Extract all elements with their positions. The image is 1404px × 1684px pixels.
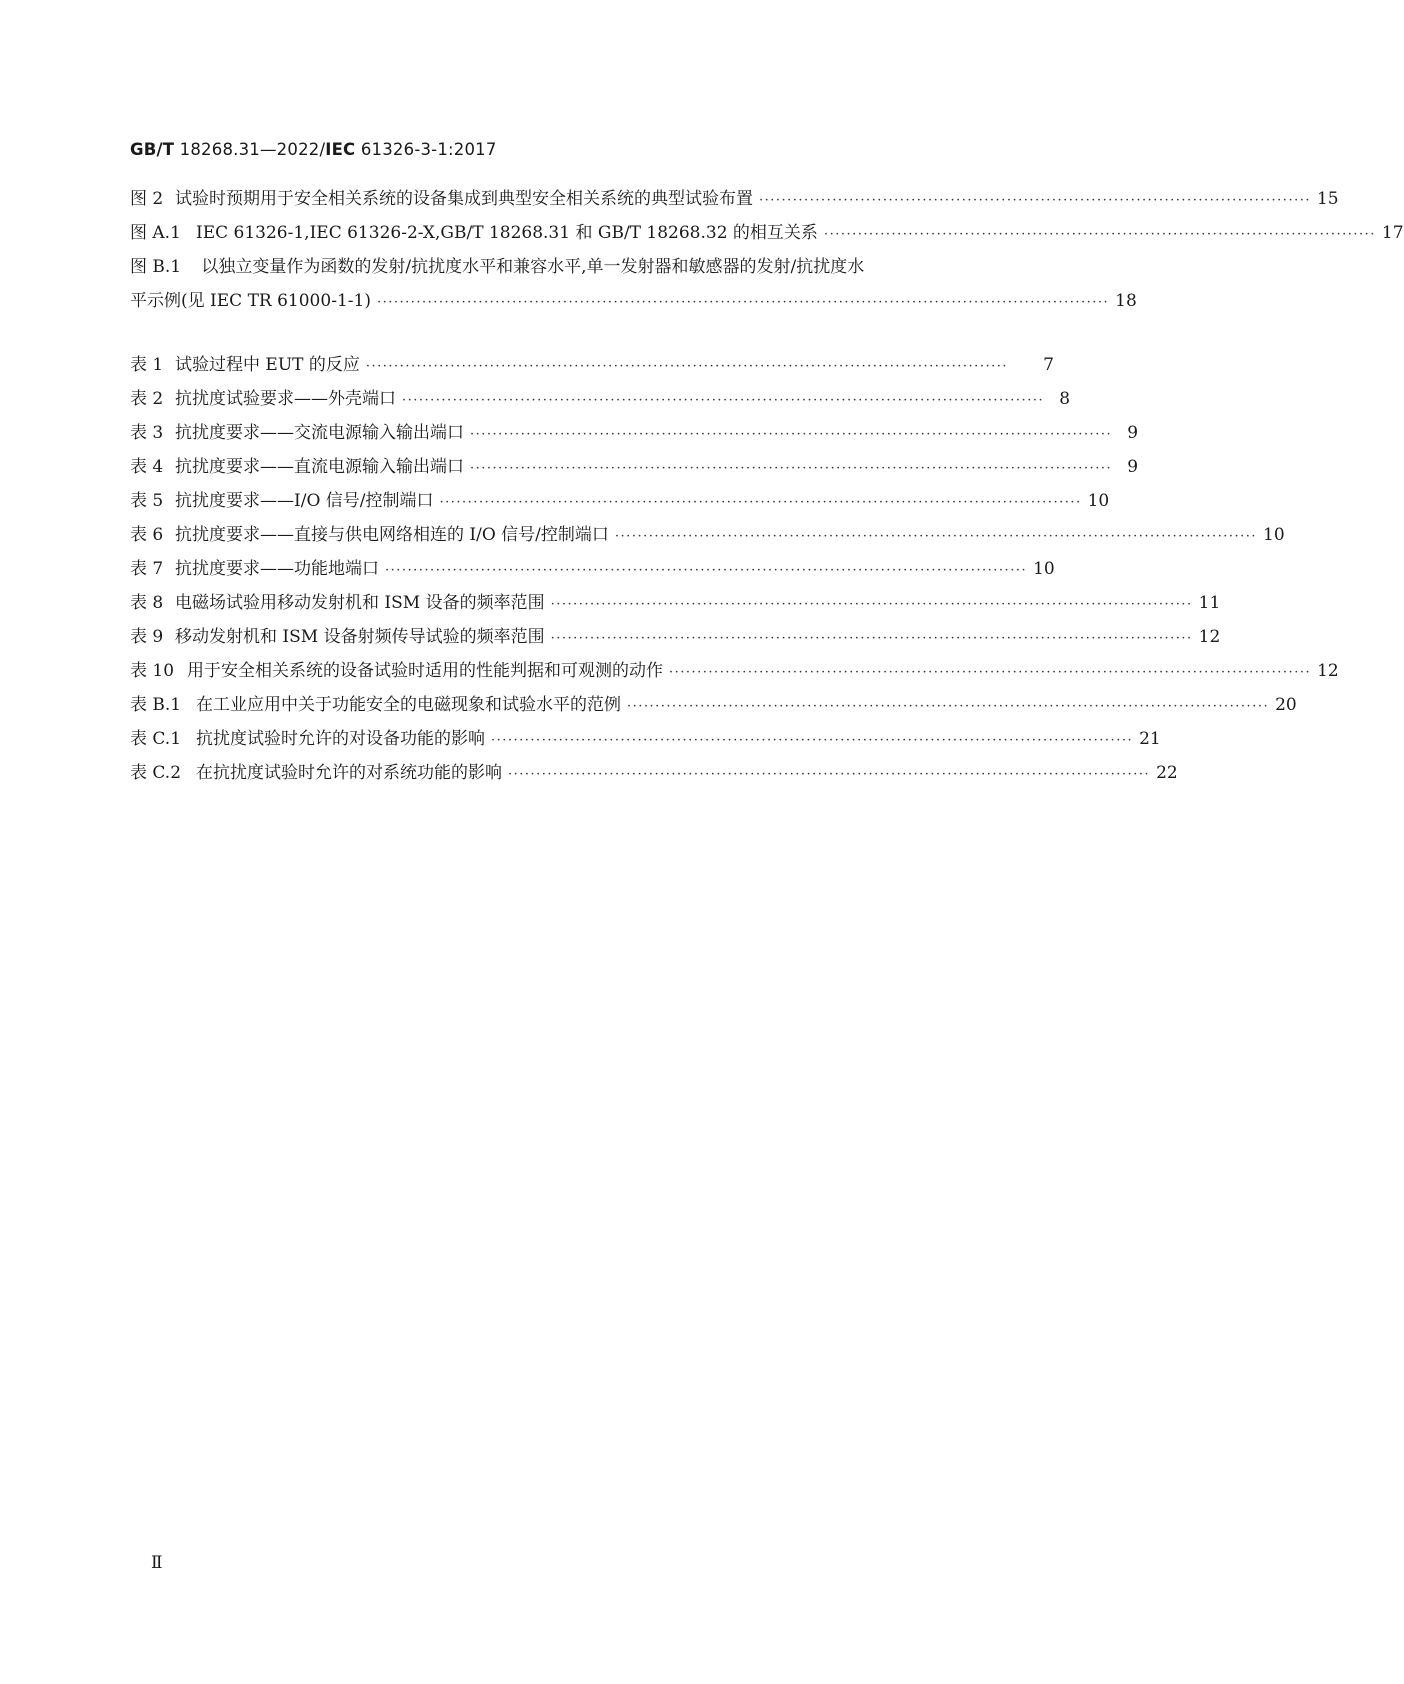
toc-page-number: 12 <box>1317 661 1339 681</box>
iec-number: 61326-3-1:2017 <box>360 140 497 159</box>
toc-entry-table-1[interactable] <box>130 350 1054 384</box>
toc-title: 移动发射机和 ISM 设备射频传导试验的频率范围 <box>175 627 545 647</box>
toc-label: 表 6 <box>130 525 164 545</box>
toc-entry-table-4[interactable] <box>130 452 1139 486</box>
figure-list <box>130 184 1404 320</box>
toc-entry-figure-b1-line2[interactable] <box>130 286 1137 320</box>
toc-page-number: 10 <box>1263 525 1285 545</box>
toc-label: 图 B.1 <box>130 257 182 277</box>
toc-title: 抗扰度要求——功能地端口 <box>175 559 379 579</box>
toc-entry-table-3[interactable] <box>130 418 1139 452</box>
toc-entry-figure-2[interactable] <box>130 184 1339 218</box>
dot-leader: ·································································································· <box>823 227 1376 242</box>
dot-leader: ·················································································································· <box>385 563 1028 578</box>
dot-leader: ·················································································································· <box>614 529 1258 544</box>
toc-title: 抗扰度要求——直接与供电网络相连的 I/O 信号/控制端口 <box>175 525 609 545</box>
dot-leader: ·················································································································· <box>550 631 1193 646</box>
toc-label: 表 8 <box>130 593 164 613</box>
toc-entry-table-10[interactable] <box>130 656 1339 690</box>
toc-entry-table-2[interactable] <box>130 384 1071 418</box>
page-number-footer: Ⅱ <box>151 1553 163 1573</box>
dot-leader: ·················································································································· <box>491 733 1134 748</box>
toc-page-number: 10 <box>1087 491 1110 511</box>
toc-title: 用于安全相关系统的设备试验时适用的性能判据和可观测的动作 <box>187 661 663 681</box>
dot-leader: ·················································································································· <box>470 427 1113 442</box>
toc-label: 表 10 <box>130 661 175 681</box>
dot-leader: ·················································································································· <box>669 665 1312 680</box>
toc-label: 表 1 <box>130 355 164 375</box>
toc-title: 抗扰度要求——I/O 信号/控制端口 <box>175 491 434 511</box>
toc-title-continued: 平示例(见 IEC TR 61000-1-1) <box>130 291 371 311</box>
toc-entry-table-5[interactable] <box>130 486 1110 520</box>
toc-entry-table-c2[interactable] <box>130 758 1178 792</box>
toc-entry-table-8[interactable] <box>130 588 1221 622</box>
toc-entry-table-9[interactable] <box>130 622 1221 656</box>
table-list <box>130 350 1339 792</box>
toc-page-number: 11 <box>1198 593 1221 613</box>
toc-title: 以独立变量作为函数的发射/抗扰度水平和兼容水平,单一发射器和敏感器的发射/抗扰度水 <box>201 257 865 277</box>
toc-entry-table-c1[interactable] <box>130 724 1161 758</box>
dot-leader: ·················································································································· <box>365 359 1008 374</box>
toc-title: 抗扰度试验时允许的对设备功能的影响 <box>196 729 485 749</box>
toc-page-number: 18 <box>1115 291 1137 311</box>
dot-leader: ·················································································································· <box>439 495 1082 510</box>
toc-page-number: 7 <box>1043 355 1054 375</box>
toc-label: 表 2 <box>130 389 164 409</box>
toc-page-number: 9 <box>1127 423 1139 443</box>
dot-leader: ·················································································································· <box>550 597 1193 612</box>
standard-code-number: 18268.31—2022/ <box>179 140 326 159</box>
document-header <box>130 140 497 159</box>
toc-entry-table-7[interactable] <box>130 554 1054 588</box>
toc-page-number: 8 <box>1059 389 1071 409</box>
dot-leader: ·································································································································· <box>376 295 1110 310</box>
iec-prefix: IEC <box>325 140 356 159</box>
toc-title: 抗扰度要求——交流电源输入输出端口 <box>175 423 464 443</box>
toc-label: 表 C.2 <box>130 763 182 783</box>
toc-label: 图 A.1 <box>130 223 181 243</box>
toc-title: 电磁场试验用移动发射机和 ISM 设备的频率范围 <box>175 593 545 613</box>
toc-title: 试验过程中 EUT 的反应 <box>175 355 360 375</box>
toc-label: 表 C.1 <box>130 729 182 749</box>
toc-title: 在抗扰度试验时允许的对系统功能的影响 <box>196 763 502 783</box>
toc-page-number: 10 <box>1033 559 1055 579</box>
toc-label: 表 7 <box>130 559 164 579</box>
toc-title: 抗扰度试验要求——外壳端口 <box>175 389 396 409</box>
dot-leader: ·················································································································· <box>508 767 1151 782</box>
toc-label: 表 9 <box>130 627 164 647</box>
toc-title: IEC 61326-1,IEC 61326-2-X,GB/T 18268.31 和 GB/T 18268.32 的相互关系 <box>196 223 818 243</box>
toc-entry-figure-a1[interactable] <box>130 218 1404 252</box>
toc-page-number: 12 <box>1198 627 1221 647</box>
toc-label: 表 3 <box>130 423 164 443</box>
dot-leader: ·················································································································· <box>627 699 1270 714</box>
toc-page-number: 17 <box>1381 223 1404 243</box>
toc-page-number: 20 <box>1275 695 1297 715</box>
standard-code-prefix: GB/T <box>130 140 175 159</box>
toc-label: 图 2 <box>130 189 164 209</box>
toc-entry-table-b1[interactable] <box>130 690 1297 724</box>
toc-page-number: 15 <box>1316 189 1339 209</box>
toc-label: 表 4 <box>130 457 164 477</box>
toc-label: 表 5 <box>130 491 164 511</box>
dot-leader: ·················································································································· <box>402 393 1045 408</box>
toc-page-number: 21 <box>1139 729 1161 749</box>
toc-title: 抗扰度要求——直流电源输入输出端口 <box>175 457 464 477</box>
toc-title: 在工业应用中关于功能安全的电磁现象和试验水平的范例 <box>196 695 621 715</box>
toc-entry-figure-b1-line1[interactable] <box>130 252 1054 286</box>
toc-entry-table-6[interactable] <box>130 520 1285 554</box>
dot-leader: ·································································································· <box>759 193 1311 208</box>
dot-leader: ·················································································································· <box>470 461 1113 476</box>
toc-label: 表 B.1 <box>130 695 182 715</box>
toc-page-number: 22 <box>1156 763 1178 783</box>
toc-title: 试验时预期用于安全相关系统的设备集成到典型安全相关系统的典型试验布置 <box>175 189 753 209</box>
toc-page-number: 9 <box>1127 457 1139 477</box>
